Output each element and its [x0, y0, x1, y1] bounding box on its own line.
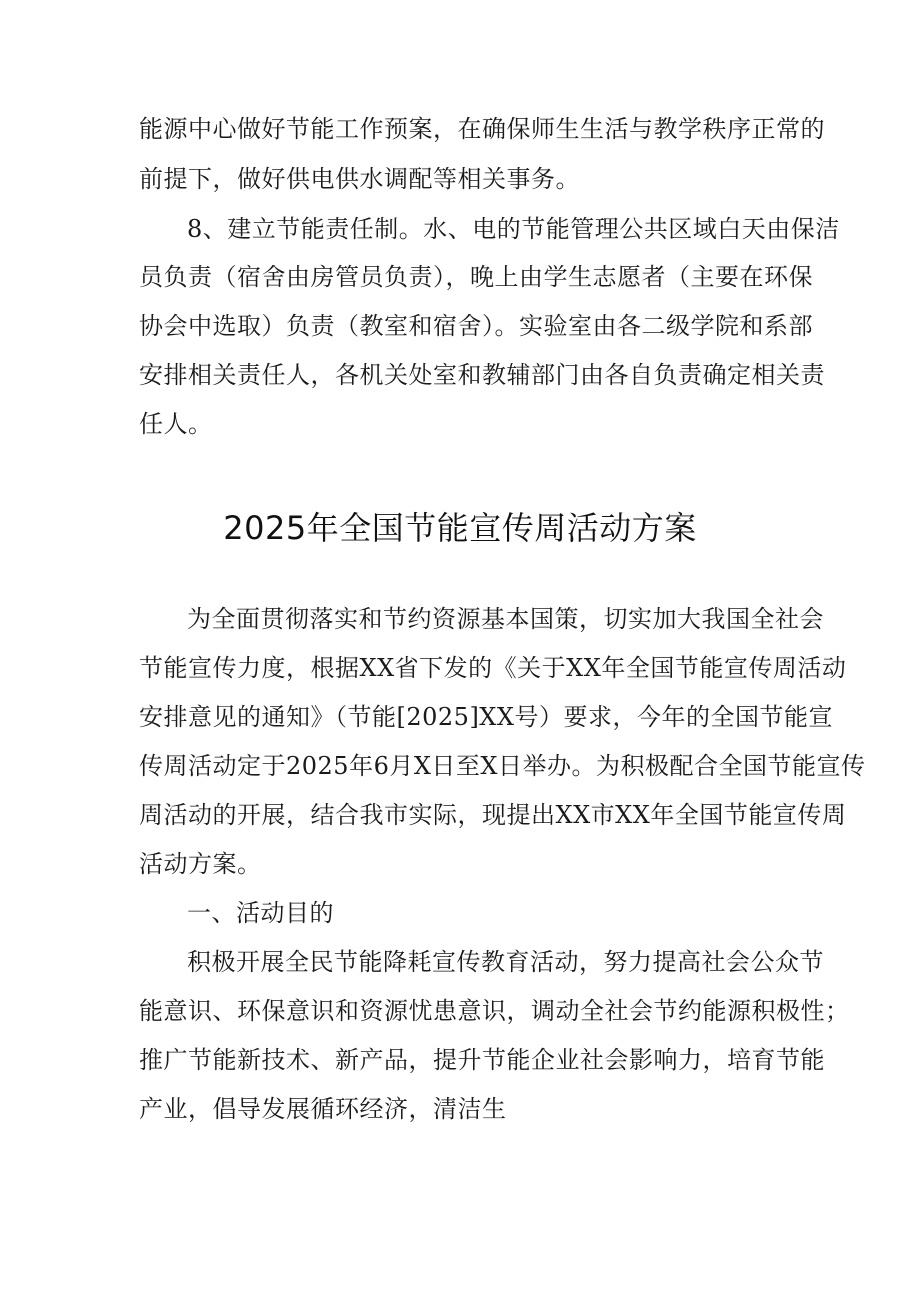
- paragraph-line: 活动方案。: [139, 850, 262, 878]
- paragraph-line: 周活动的开展，结合我市实际，现提出XX市XX年全国节能宣传周: [139, 801, 847, 829]
- paragraph-line: 员负责（宿舍由房管员负责），晚上由学生志愿者（主要在环保: [139, 263, 813, 291]
- paragraph-line: 为全面贯彻落实和节约资源基本国策，切实加大我国全社会: [187, 605, 824, 633]
- section-heading: 一、活动目的: [187, 899, 334, 927]
- paragraph-line: 安排意见的通知》（节能[2025]XX号）要求，今年的全国节能宣: [139, 703, 833, 731]
- paragraph-line: 传周活动定于2025年6月X日至X日举办。为积极配合全国节能宣传: [139, 752, 866, 780]
- paragraph-line: 任人。: [139, 410, 213, 438]
- paragraph-line: 节能宣传力度，根据XX省下发的《关于XX年全国节能宣传周活动: [139, 654, 847, 682]
- paragraph-line: 能源中心做好节能工作预案，在确保师生生活与教学秩序正常的: [139, 115, 825, 143]
- paragraph-line: 前提下，做好供电供水调配等相关事务。: [139, 165, 580, 193]
- document-title: 2025年全国节能宣传周活动方案: [223, 509, 697, 547]
- paragraph-line: 8、建立节能责任制。水、电的节能管理公共区域白天由保洁: [187, 215, 840, 243]
- paragraph-line: 推广节能新技术、新产品，提升节能企业社会影响力，培育节能: [139, 1046, 825, 1074]
- paragraph-line: 能意识、环保意识和资源忧患意识，调动全社会节约能源积极性；: [139, 997, 850, 1025]
- paragraph-line: 安排相关责任人，各机关处室和教辅部门由各自负责确定相关责: [139, 361, 825, 389]
- paragraph-line: 产业，倡导发展循环经济，清洁生: [139, 1095, 507, 1123]
- paragraph-line: 协会中选取）负责（教室和宿舍）。实验室由各二级学院和系部: [139, 312, 813, 340]
- paragraph-line: 积极开展全民节能降耗宣传教育活动，努力提高社会公众节: [187, 948, 824, 976]
